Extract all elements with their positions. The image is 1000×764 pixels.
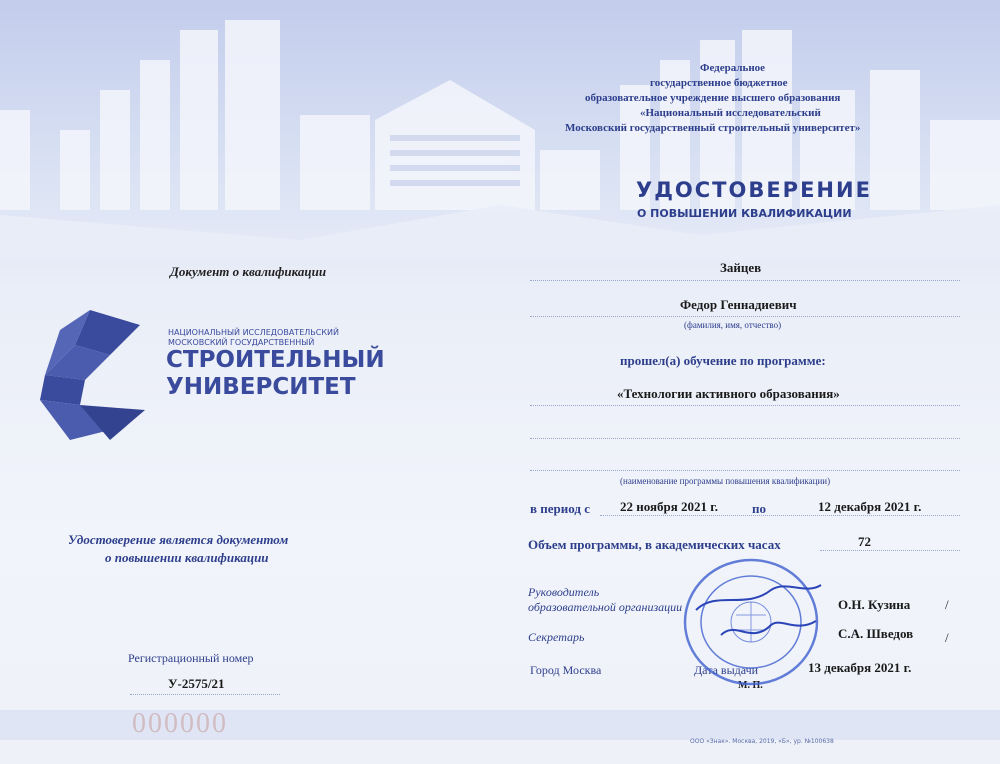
head-slash: /: [945, 597, 949, 612]
issue-date-label: Дата выдачи: [694, 663, 759, 677]
issuer-line-5: Московский государственный строительный университет»: [565, 122, 861, 134]
logo-big-line-1: СТРОИТЕЛЬНЫЙ: [166, 347, 385, 373]
head-label-line-2: образовательной организации: [528, 600, 683, 614]
surname-value: Зайцев: [720, 260, 762, 275]
completed-training-label: прошел(а) обучение по программе:: [620, 353, 826, 368]
city-label: Город Москва: [530, 663, 602, 677]
end-date-value: 12 декабря 2021 г.: [818, 499, 922, 514]
secretary-slash: /: [945, 630, 949, 645]
statement-line-2: о повышении квалификации: [105, 550, 269, 565]
secretary-name-value: С.А. Шведов: [838, 626, 914, 641]
logo-big-line-2: УНИВЕРСИТЕТ: [166, 374, 356, 400]
university-logo-icon: [30, 300, 160, 450]
statement-line-1: Удостоверение является документом: [68, 532, 289, 547]
program-name-value: «Технологии активного образования»: [617, 386, 840, 401]
document-subtitle: О ПОВЫШЕНИИ КВАЛИФИКАЦИИ: [637, 207, 852, 220]
head-name-value: О.Н. Кузина: [838, 597, 911, 612]
issuer-line-3: образовательное учреждение высшего образования: [585, 92, 841, 104]
document-title: УДОСТОВЕРЕНИЕ: [636, 178, 872, 202]
name-caption: (фамилия, имя, отчество): [684, 320, 782, 330]
hours-label: Объем программы, в академических часах: [528, 537, 781, 552]
stamp-place-label: М. П.: [738, 680, 763, 691]
hours-value: 72: [858, 534, 871, 549]
logo-small-line-1: НАЦИОНАЛЬНЫЙ ИССЛЕДОВАТЕЛЬСКИЙ: [168, 328, 339, 337]
issuer-line-4: «Национальный исследовательский: [640, 107, 821, 119]
official-stamp-icon: [676, 555, 826, 690]
start-date-value: 22 ноября 2021 г.: [620, 499, 718, 514]
doc-qualification-label: Документ о квалификации: [170, 264, 327, 279]
logo-small-line-2: МОСКОВСКИЙ ГОСУДАРСТВЕННЫЙ: [168, 338, 315, 347]
footer-print-note: ООО «Знак». Москва, 2019, «Б», ур. №100638: [690, 738, 834, 745]
issuer-line-1: Федеральное: [700, 62, 766, 74]
registration-label: Регистрационный номер: [128, 651, 254, 665]
period-to-label: по: [752, 501, 766, 516]
program-caption: (наименование программы повышения квалификации): [620, 476, 831, 486]
issuer-line-2: государственное бюджетное: [650, 77, 788, 89]
secretary-label: Секретарь: [528, 630, 585, 644]
registration-number: У-2575/21: [168, 676, 225, 691]
full-name-value: Федор Геннадиевич: [680, 297, 797, 312]
head-label-line-1: Руководитель: [528, 585, 600, 599]
serial-number-fragment: 000000: [132, 708, 228, 739]
period-prefix: в период с: [530, 501, 590, 516]
issue-date-value: 13 декабря 2021 г.: [808, 660, 912, 675]
